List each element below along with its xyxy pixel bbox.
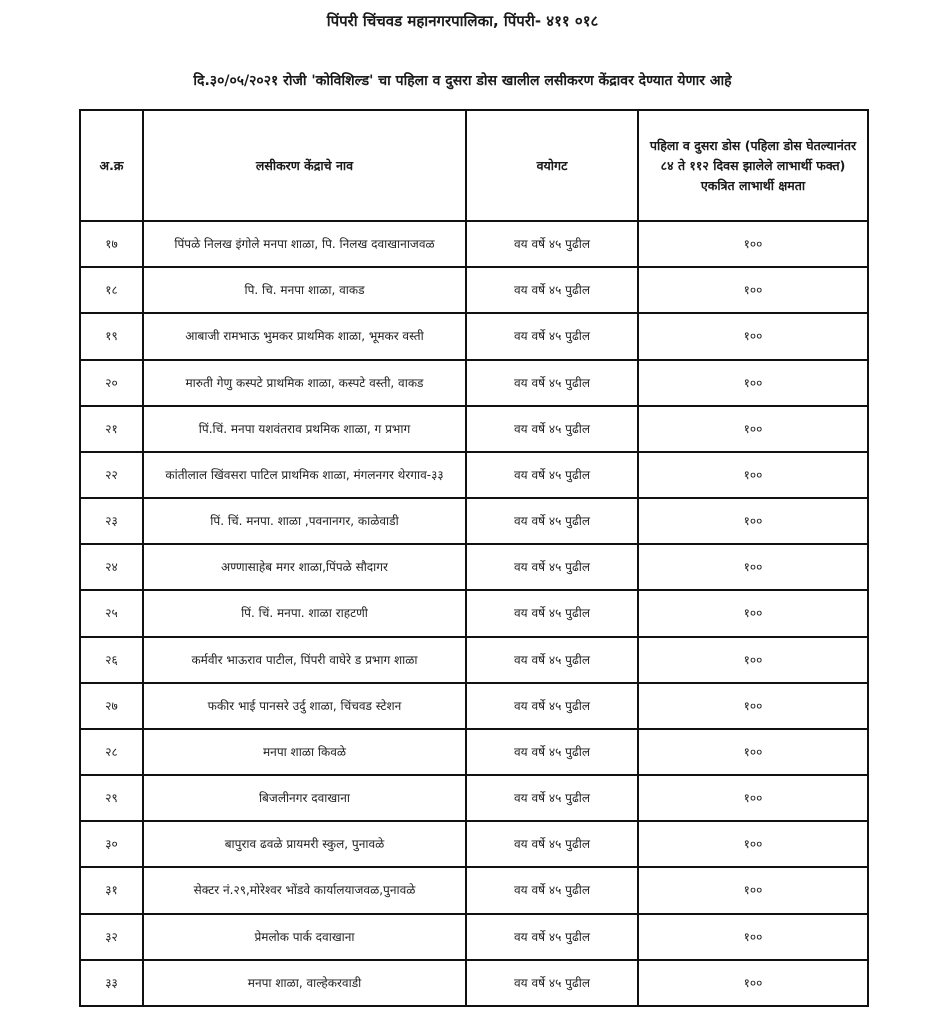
capacity-cell: १०० — [638, 729, 868, 775]
table-row — [80, 498, 868, 544]
centre-name-cell: पिंपळे निलख इंगोले मनपा शाळा, पि. निलख दवाखानाजवळ — [143, 221, 466, 267]
table-row — [80, 960, 868, 1006]
table-row — [80, 867, 868, 913]
serial-cell: १८ — [80, 267, 143, 313]
table-header-row — [80, 110, 868, 221]
column-header-age-group: वयोगट — [466, 110, 638, 221]
capacity-cell: १०० — [638, 914, 868, 960]
age-group-cell: वय वर्षे ४५ पुढील — [466, 867, 638, 913]
capacity-cell: १०० — [638, 775, 868, 821]
serial-cell: २१ — [80, 406, 143, 452]
serial-cell: २४ — [80, 544, 143, 590]
table-row — [80, 221, 868, 267]
centre-name-cell: पि. चि. मनपा शाळा, वाकड — [143, 267, 466, 313]
centre-name-cell: अण्णासाहेब मगर शाळा,पिंपळे सौदागर — [143, 544, 466, 590]
vaccination-centres-table — [79, 109, 869, 1007]
centre-name-cell: कर्मवीर भाऊराव पाटील, पिंपरी वाघेरे ड प्रभाग शाळा — [143, 637, 466, 683]
table-row — [80, 821, 868, 867]
age-group-cell: वय वर्षे ४५ पुढील — [466, 360, 638, 406]
table-row — [80, 360, 868, 406]
serial-cell: १९ — [80, 313, 143, 359]
capacity-cell: १०० — [638, 637, 868, 683]
centre-name-cell: पिं. चिं. मनपा. शाळा राहटणी — [143, 590, 466, 636]
age-group-cell: वय वर्षे ४५ पुढील — [466, 452, 638, 498]
age-group-cell: वय वर्षे ४५ पुढील — [466, 821, 638, 867]
centre-name-cell: पिं.चिं. मनपा यशवंतराव प्रथमिक शाळा, ग प्रभाग — [143, 406, 466, 452]
capacity-cell: १०० — [638, 221, 868, 267]
centre-name-cell: पिं. चिं. मनपा. शाळा ,पवनानगर, काळेवाडी — [143, 498, 466, 544]
table-row — [80, 452, 868, 498]
table-row — [80, 544, 868, 590]
capacity-cell: १०० — [638, 867, 868, 913]
document-subtitle: दि.३०/०५/२०२१ रोजी 'कोविशिल्ड' चा पहिला व दुसरा डोस खालील लसीकरण केंद्रावर देण्यात येणार आहे — [193, 73, 732, 89]
capacity-cell: १०० — [638, 544, 868, 590]
capacity-cell: १०० — [638, 267, 868, 313]
table-row — [80, 729, 868, 775]
centre-name-cell: कांतीलाल खिंवसरा पाटिल प्राथमिक शाळा, मंगलनगर थेरगाव-३३ — [143, 452, 466, 498]
age-group-cell: वय वर्षे ४५ पुढील — [466, 498, 638, 544]
age-group-cell: वय वर्षे ४५ पुढील — [466, 221, 638, 267]
table-row — [80, 590, 868, 636]
capacity-cell: १०० — [638, 360, 868, 406]
serial-cell: ३२ — [80, 914, 143, 960]
age-group-cell: वय वर्षे ४५ पुढील — [466, 914, 638, 960]
serial-cell: ३३ — [80, 960, 143, 1006]
capacity-cell: १०० — [638, 406, 868, 452]
centre-name-cell: प्रेमलोक पार्क दवाखाना — [143, 914, 466, 960]
serial-cell: २० — [80, 360, 143, 406]
centre-name-cell: बिजलीनगर दवाखाना — [143, 775, 466, 821]
age-group-cell: वय वर्षे ४५ पुढील — [466, 267, 638, 313]
capacity-cell: १०० — [638, 313, 868, 359]
centre-name-cell: मनपा शाळा किवळे — [143, 729, 466, 775]
serial-cell: २६ — [80, 637, 143, 683]
serial-cell: २२ — [80, 452, 143, 498]
age-group-cell: वय वर्षे ४५ पुढील — [466, 960, 638, 1006]
table-row — [80, 683, 868, 729]
table-row — [80, 637, 868, 683]
capacity-cell: १०० — [638, 498, 868, 544]
capacity-cell: १०० — [638, 683, 868, 729]
column-header-capacity: पहिला व दुसरा डोस (पहिला डोस घेतल्यानंतर ८४ ते ११२ दिवस झालेले लाभार्थी फक्त) एकत्रित लाभार्थी क्षमता — [638, 110, 868, 221]
centre-name-cell: मनपा शाळा, वाल्हेकरवाडी — [143, 960, 466, 1006]
age-group-cell: वय वर्षे ४५ पुढील — [466, 729, 638, 775]
serial-cell: २७ — [80, 683, 143, 729]
capacity-cell: १०० — [638, 452, 868, 498]
table-row — [80, 406, 868, 452]
serial-cell: ३१ — [80, 867, 143, 913]
column-header-centre-name: लसीकरण केंद्राचे नाव — [143, 110, 466, 221]
table-row — [80, 775, 868, 821]
capacity-cell: १०० — [638, 590, 868, 636]
serial-cell: २८ — [80, 729, 143, 775]
age-group-cell: वय वर्षे ४५ पुढील — [466, 590, 638, 636]
centre-name-cell: फकीर भाई पानसरे उर्दु शाळा, चिंचवड स्टेशन — [143, 683, 466, 729]
age-group-cell: वय वर्षे ४५ पुढील — [466, 544, 638, 590]
capacity-cell: १०० — [638, 960, 868, 1006]
table-row — [80, 914, 868, 960]
age-group-cell: वय वर्षे ४५ पुढील — [466, 637, 638, 683]
serial-cell: १७ — [80, 221, 143, 267]
column-header-serial: अ.क्र — [80, 110, 143, 221]
age-group-cell: वय वर्षे ४५ पुढील — [466, 313, 638, 359]
age-group-cell: वय वर्षे ४५ पुढील — [466, 406, 638, 452]
centre-name-cell: बापुराव ढवळे प्रायमरी स्कुल, पुनावळे — [143, 821, 466, 867]
serial-cell: ३० — [80, 821, 143, 867]
serial-cell: २९ — [80, 775, 143, 821]
centre-name-cell: आबाजी रामभाऊ भुमकर प्राथमिक शाळा, भूमकर वस्ती — [143, 313, 466, 359]
centre-name-cell: सेक्टर नं.२९,मोरेश्वर भोंडवे कार्यालयाजवळ,पुनावळे — [143, 867, 466, 913]
age-group-cell: वय वर्षे ४५ पुढील — [466, 775, 638, 821]
organization-title: पिंपरी चिंचवड महानगरपालिका, पिंपरी- ४११ ०१८ — [326, 12, 599, 30]
serial-cell: २५ — [80, 590, 143, 636]
centre-name-cell: मारुती गेणु कस्पटे प्राथमिक शाळा, कस्पटे वस्ती, वाकड — [143, 360, 466, 406]
table-row — [80, 267, 868, 313]
capacity-cell: १०० — [638, 821, 868, 867]
serial-cell: २३ — [80, 498, 143, 544]
table-row — [80, 313, 868, 359]
age-group-cell: वय वर्षे ४५ पुढील — [466, 683, 638, 729]
